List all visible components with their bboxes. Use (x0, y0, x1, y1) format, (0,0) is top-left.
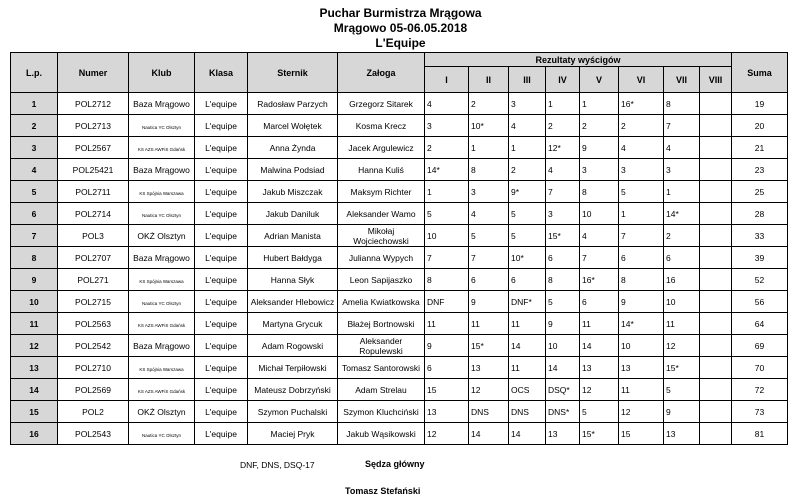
cell-suma: 21 (732, 137, 788, 159)
cell-lp: 6 (11, 203, 58, 225)
cell-zaloga: Mikołaj Wojciechowski (338, 225, 425, 247)
cell-race-7: 3 (664, 159, 700, 181)
cell-race-2: 4 (469, 203, 509, 225)
cell-race-2: 14 (469, 423, 509, 445)
cell-race-4: 9 (546, 313, 580, 335)
header-lp: L.p. (11, 53, 58, 93)
cell-race-6: 15 (619, 423, 664, 445)
cell-sternik: Maciej Pryk (248, 423, 338, 445)
cell-race-6: 1 (619, 203, 664, 225)
cell-race-1: 7 (425, 247, 469, 269)
cell-klasa: L'equipe (195, 203, 248, 225)
cell-zaloga: Aleksander Wamo (338, 203, 425, 225)
cell-klub-text: KS Spójnia Warszawa (139, 278, 184, 284)
cell-race-8 (700, 357, 732, 379)
cell-race-2: 1 (469, 137, 509, 159)
cell-klub (129, 93, 195, 115)
cell-sternik: Jakub Daniluk (248, 203, 338, 225)
cell-sternik: Radosław Parzych (248, 93, 338, 115)
cell-race-7: 13 (664, 423, 700, 445)
cell-zaloga: Julianna Wypych (338, 247, 425, 269)
cell-race-1: 15 (425, 379, 469, 401)
cell-race-3: 1 (509, 137, 546, 159)
cell-sternik: Szymon Puchalski (248, 401, 338, 423)
cell-numer: POL2569 (58, 379, 129, 401)
table-row (11, 181, 788, 203)
header-zaloga: Załoga (338, 53, 425, 93)
cell-klub-text: Baza Mrągowo (133, 252, 190, 263)
cell-klasa: L'equipe (195, 291, 248, 313)
cell-race-5: 16* (580, 269, 619, 291)
cell-race-6: 2 (619, 115, 664, 137)
cell-klub-text: KS AZS AWFiS Gdańsk (137, 322, 186, 328)
cell-race-4: 12* (546, 137, 580, 159)
cell-race-2: 15* (469, 335, 509, 357)
cell-race-4: 6 (546, 247, 580, 269)
cell-lp: 5 (11, 181, 58, 203)
cell-lp: 7 (11, 225, 58, 247)
cell-race-7: 8 (664, 93, 700, 115)
cell-numer: POL2543 (58, 423, 129, 445)
cell-klub (129, 401, 195, 423)
cell-sternik: Mateusz Dobrzyński (248, 379, 338, 401)
cell-race-6: 4 (619, 137, 664, 159)
results-table (10, 52, 788, 445)
cell-klub (129, 115, 195, 137)
cell-race-1: 8 (425, 269, 469, 291)
cell-race-6: 7 (619, 225, 664, 247)
table-row (11, 335, 788, 357)
cell-lp: 10 (11, 291, 58, 313)
cell-klub (129, 159, 195, 181)
cell-klub (129, 269, 195, 291)
cell-suma: 33 (732, 225, 788, 247)
cell-race-8 (700, 93, 732, 115)
cell-numer: POL2712 (58, 93, 129, 115)
cell-race-4: 14 (546, 357, 580, 379)
cell-race-2: DNS (469, 401, 509, 423)
cell-lp: 9 (11, 269, 58, 291)
cell-race-5: 8 (580, 181, 619, 203)
cell-klub (129, 357, 195, 379)
cell-race-1: 11 (425, 313, 469, 335)
cell-klub (129, 335, 195, 357)
header-rezultaty: Rezultaty wyścigów (425, 53, 732, 67)
cell-klasa: L'equipe (195, 247, 248, 269)
cell-lp: 14 (11, 379, 58, 401)
cell-race-4: 7 (546, 181, 580, 203)
cell-race-2: 9 (469, 291, 509, 313)
cell-race-7: 6 (664, 247, 700, 269)
cell-race-3: 11 (509, 357, 546, 379)
table-row (11, 313, 788, 335)
cell-numer: POL2714 (58, 203, 129, 225)
cell-race-2: 6 (469, 269, 509, 291)
cell-race-3: 9* (509, 181, 546, 203)
cell-klub (129, 379, 195, 401)
cell-sternik: Marcel Wołętek (248, 115, 338, 137)
cell-race-5: 12 (580, 379, 619, 401)
cell-suma: 72 (732, 379, 788, 401)
header-numer: Numer (58, 53, 129, 93)
cell-lp: 4 (11, 159, 58, 181)
cell-race-3: OCS (509, 379, 546, 401)
cell-suma: 23 (732, 159, 788, 181)
cell-race-5: 5 (580, 401, 619, 423)
cell-sternik: Aleksander Hlebowicz (248, 291, 338, 313)
cell-klub-text: Baza Mrągowo (133, 98, 190, 109)
table-row (11, 423, 788, 445)
class-title: L'Equipe (375, 36, 426, 50)
cell-lp: 11 (11, 313, 58, 335)
header-race-1: I (425, 67, 469, 93)
cell-race-3: 2 (509, 159, 546, 181)
cell-race-7: 9 (664, 401, 700, 423)
cell-klasa: L'equipe (195, 423, 248, 445)
cell-race-7: 10 (664, 291, 700, 313)
cell-klub (129, 247, 195, 269)
cell-race-4: 4 (546, 159, 580, 181)
cell-klub-text: Nautica YC Olsztyn (142, 124, 181, 130)
header-race-7: VII (664, 67, 700, 93)
table-row (11, 93, 788, 115)
table-row (11, 291, 788, 313)
cell-zaloga: Kosma Krecz (338, 115, 425, 137)
cell-race-4: 15* (546, 225, 580, 247)
cell-klasa: L'equipe (195, 335, 248, 357)
table-row (11, 225, 788, 247)
cell-race-5: 15* (580, 423, 619, 445)
cell-lp: 2 (11, 115, 58, 137)
cell-lp: 13 (11, 357, 58, 379)
cell-race-4: 13 (546, 423, 580, 445)
cell-race-8 (700, 247, 732, 269)
cell-klasa: L'equipe (195, 115, 248, 137)
header-suma: Suma (732, 53, 788, 93)
cell-race-5: 6 (580, 291, 619, 313)
cell-numer: POL2710 (58, 357, 129, 379)
cell-race-7: 2 (664, 225, 700, 247)
cell-race-5: 4 (580, 225, 619, 247)
cell-suma: 64 (732, 313, 788, 335)
cell-race-1: 10 (425, 225, 469, 247)
cell-suma: 28 (732, 203, 788, 225)
cell-race-1: 5 (425, 203, 469, 225)
cell-race-3: 5 (509, 203, 546, 225)
cell-klub (129, 181, 195, 203)
cell-numer: POL2713 (58, 115, 129, 137)
cell-klub-text: Nautica YC Olsztyn (142, 432, 181, 438)
cell-klasa: L'equipe (195, 225, 248, 247)
cell-race-3: 14 (509, 335, 546, 357)
cell-race-4: 2 (546, 115, 580, 137)
cell-klasa: L'equipe (195, 159, 248, 181)
cell-klub-text: Nautica YC Olsztyn (142, 212, 181, 218)
cell-race-5: 11 (580, 313, 619, 335)
table-row (11, 203, 788, 225)
cell-race-6: 6 (619, 247, 664, 269)
cell-sternik: Michał Terpiłowski (248, 357, 338, 379)
cell-zaloga: Aleksander Ropulewski (338, 335, 425, 357)
cell-race-3: 14 (509, 423, 546, 445)
cell-race-2: 13 (469, 357, 509, 379)
cell-sternik: Hubert Bałdyga (248, 247, 338, 269)
table-row (11, 115, 788, 137)
cell-klasa: L'equipe (195, 137, 248, 159)
cell-suma: 20 (732, 115, 788, 137)
cell-suma: 73 (732, 401, 788, 423)
cell-klub (129, 291, 195, 313)
cell-race-7: 7 (664, 115, 700, 137)
cell-numer: POL271 (58, 269, 129, 291)
cell-numer: POL2567 (58, 137, 129, 159)
cell-race-3: 10* (509, 247, 546, 269)
cell-klub-text: Baza Mrągowo (133, 164, 190, 175)
cell-race-1: 12 (425, 423, 469, 445)
cell-suma: 25 (732, 181, 788, 203)
cell-sternik: Adrian Manista (248, 225, 338, 247)
cell-race-8 (700, 225, 732, 247)
cell-race-5: 10 (580, 203, 619, 225)
cell-race-7: 14* (664, 203, 700, 225)
cell-lp: 3 (11, 137, 58, 159)
cell-klub-text: Baza Mrągowo (133, 340, 190, 351)
cell-race-8 (700, 159, 732, 181)
table-row (11, 269, 788, 291)
cell-race-1: 6 (425, 357, 469, 379)
cell-klasa: L'equipe (195, 93, 248, 115)
cell-sternik: Malwina Podsiad (248, 159, 338, 181)
cell-race-6: 11 (619, 379, 664, 401)
cell-race-8 (700, 423, 732, 445)
cell-race-7: 12 (664, 335, 700, 357)
cell-klub-text: KS Spójnia Warszawa (139, 190, 184, 196)
cell-race-8 (700, 335, 732, 357)
cell-race-4: DNS* (546, 401, 580, 423)
cell-race-1: DNF (425, 291, 469, 313)
cell-zaloga: Maksym Richter (338, 181, 425, 203)
cell-zaloga: Grzegorz Sitarek (338, 93, 425, 115)
cell-lp: 1 (11, 93, 58, 115)
cell-race-8 (700, 313, 732, 335)
header-race-8: VIII (700, 67, 732, 93)
cell-lp: 16 (11, 423, 58, 445)
cell-zaloga: Adam Strelau (338, 379, 425, 401)
cell-race-1: 2 (425, 137, 469, 159)
cell-race-7: 15* (664, 357, 700, 379)
cell-race-4: 1 (546, 93, 580, 115)
table-row (11, 159, 788, 181)
table-row (11, 247, 788, 269)
table-row (11, 137, 788, 159)
cell-race-4: DSQ* (546, 379, 580, 401)
cell-klasa: L'equipe (195, 379, 248, 401)
cell-race-7: 1 (664, 181, 700, 203)
cell-race-2: 2 (469, 93, 509, 115)
cell-suma: 70 (732, 357, 788, 379)
cell-klub (129, 203, 195, 225)
cell-race-3: 4 (509, 115, 546, 137)
cell-zaloga: Szymon Kluchciński (338, 401, 425, 423)
cell-klasa: L'equipe (195, 401, 248, 423)
cell-klub (129, 423, 195, 445)
cell-race-8 (700, 203, 732, 225)
cell-race-6: 14* (619, 313, 664, 335)
cell-zaloga: Tomasz Santorowski (338, 357, 425, 379)
table-row (11, 401, 788, 423)
cell-zaloga: Jakub Wąsikowski (338, 423, 425, 445)
cell-zaloga: Hanna Kuliś (338, 159, 425, 181)
cell-race-8 (700, 115, 732, 137)
cell-race-5: 14 (580, 335, 619, 357)
cell-race-2: 12 (469, 379, 509, 401)
cell-suma: 69 (732, 335, 788, 357)
header-sternik: Sternik (248, 53, 338, 93)
cell-race-7: 11 (664, 313, 700, 335)
cell-suma: 81 (732, 423, 788, 445)
cell-race-4: 5 (546, 291, 580, 313)
cell-race-4: 3 (546, 203, 580, 225)
cell-klasa: L'equipe (195, 313, 248, 335)
cell-suma: 19 (732, 93, 788, 115)
cell-race-1: 13 (425, 401, 469, 423)
cell-zaloga: Leon Sapijaszko (338, 269, 425, 291)
cell-race-3: 11 (509, 313, 546, 335)
cell-numer: POL2711 (58, 181, 129, 203)
cell-lp: 12 (11, 335, 58, 357)
cell-numer: POL2563 (58, 313, 129, 335)
cell-sternik: Jakub Miszczak (248, 181, 338, 203)
cell-race-6: 3 (619, 159, 664, 181)
cell-race-1: 14* (425, 159, 469, 181)
cell-klub-text: Nautica YC Olsztyn (142, 300, 181, 306)
cell-race-5: 9 (580, 137, 619, 159)
cell-numer: POL25421 (58, 159, 129, 181)
cell-race-1: 4 (425, 93, 469, 115)
cell-race-1: 3 (425, 115, 469, 137)
cell-race-3: 6 (509, 269, 546, 291)
cell-race-1: 1 (425, 181, 469, 203)
header-klub: Klub (129, 53, 195, 93)
cell-race-3: DNF* (509, 291, 546, 313)
cell-race-8 (700, 137, 732, 159)
cell-race-8 (700, 269, 732, 291)
cell-sternik: Anna Żynda (248, 137, 338, 159)
cell-klasa: L'equipe (195, 181, 248, 203)
cell-race-6: 13 (619, 357, 664, 379)
cell-race-5: 7 (580, 247, 619, 269)
cell-race-2: 3 (469, 181, 509, 203)
header-race-2: II (469, 67, 509, 93)
cell-race-6: 5 (619, 181, 664, 203)
cell-race-7: 4 (664, 137, 700, 159)
cell-lp: 8 (11, 247, 58, 269)
cell-race-2: 10* (469, 115, 509, 137)
header-race-3: III (509, 67, 546, 93)
cell-race-2: 5 (469, 225, 509, 247)
cell-zaloga: Jacek Argulewicz (338, 137, 425, 159)
cell-race-3: 3 (509, 93, 546, 115)
cell-klasa: L'equipe (195, 357, 248, 379)
event-date: Mrągowo 05-06.05.2018 (333, 21, 468, 35)
header-klasa: Klasa (195, 53, 248, 93)
cell-race-6: 10 (619, 335, 664, 357)
cell-numer: POL2715 (58, 291, 129, 313)
cell-suma: 56 (732, 291, 788, 313)
legend-note: DNF, DNS, DSQ-17 (240, 460, 315, 470)
cell-suma: 52 (732, 269, 788, 291)
cell-suma: 39 (732, 247, 788, 269)
cell-zaloga: Amelia Kwiatkowska (338, 291, 425, 313)
table-row (11, 357, 788, 379)
cell-sternik: Hanna Słyk (248, 269, 338, 291)
cell-race-8 (700, 291, 732, 313)
table-row (11, 379, 788, 401)
cell-klub-text: KS AZS AWFiS Gdańsk (137, 388, 186, 394)
cell-lp: 15 (11, 401, 58, 423)
cell-klub (129, 313, 195, 335)
cell-race-8 (700, 181, 732, 203)
cell-numer: POL3 (58, 225, 129, 247)
cell-race-1: 9 (425, 335, 469, 357)
cell-race-3: 5 (509, 225, 546, 247)
cell-numer: POL2707 (58, 247, 129, 269)
cell-race-6: 12 (619, 401, 664, 423)
header-race-4: IV (546, 67, 580, 93)
cell-klub-text: KS Spójnia Warszawa (139, 366, 184, 372)
cell-race-2: 7 (469, 247, 509, 269)
judge-label: Sędza główny (365, 459, 425, 469)
cell-klasa: L'equipe (195, 269, 248, 291)
header-race-5: V (580, 67, 619, 93)
cell-race-5: 2 (580, 115, 619, 137)
cell-race-6: 16* (619, 93, 664, 115)
cell-numer: POL2 (58, 401, 129, 423)
cell-race-5: 3 (580, 159, 619, 181)
cell-race-2: 11 (469, 313, 509, 335)
cell-race-7: 16 (664, 269, 700, 291)
cell-klub-text: KS AZS AWFiS Gdańsk (137, 146, 186, 152)
judge-name: Tomasz Stefański (345, 486, 421, 496)
cell-klub-text: OKŻ Olsztyn (137, 406, 186, 417)
cell-sternik: Martyna Grycuk (248, 313, 338, 335)
cell-sternik: Adam Rogowski (248, 335, 338, 357)
cell-race-4: 8 (546, 269, 580, 291)
cell-race-5: 1 (580, 93, 619, 115)
cell-klub-text: OKŻ Olsztyn (137, 230, 186, 241)
header-race-6: VI (619, 67, 664, 93)
cell-race-4: 10 (546, 335, 580, 357)
cell-race-3: DNS (509, 401, 546, 423)
page-title: Puchar Burmistrza Mrągowa (319, 6, 482, 20)
cell-race-6: 8 (619, 269, 664, 291)
cell-race-6: 9 (619, 291, 664, 313)
cell-klub (129, 225, 195, 247)
cell-klub (129, 137, 195, 159)
cell-zaloga: Błażej Bortnowski (338, 313, 425, 335)
cell-race-8 (700, 401, 732, 423)
cell-race-8 (700, 379, 732, 401)
cell-numer: POL2542 (58, 335, 129, 357)
cell-race-2: 8 (469, 159, 509, 181)
title-block (0, 6, 801, 51)
cell-race-7: 5 (664, 379, 700, 401)
cell-race-5: 13 (580, 357, 619, 379)
